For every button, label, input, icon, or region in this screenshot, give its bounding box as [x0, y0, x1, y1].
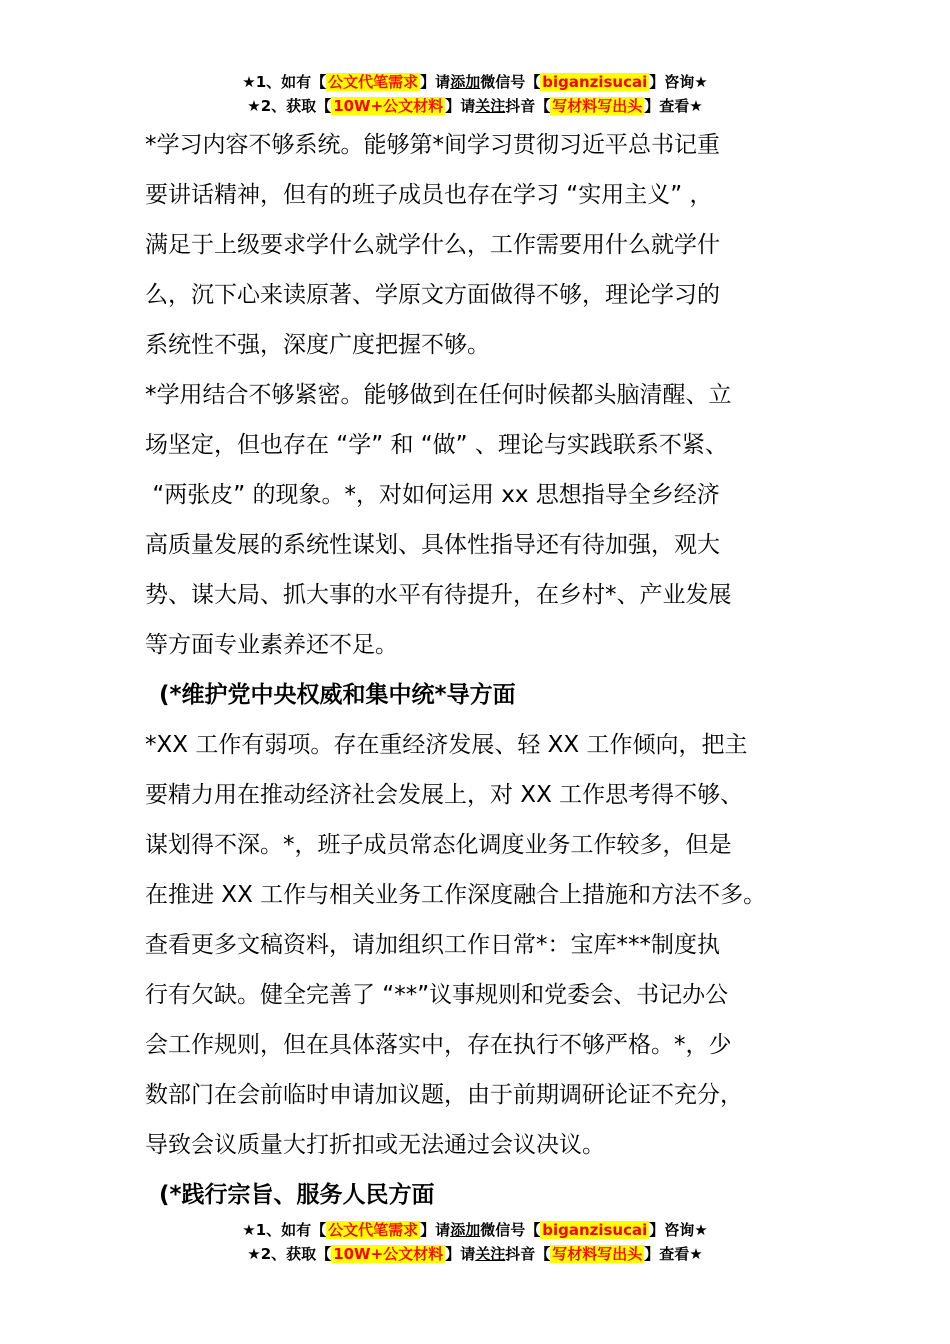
body-line: *XX 工作有弱项。存在重经济发展、轻 XX 工作倾向，把主 — [145, 732, 748, 758]
body-line: 在推进 XX 工作与相关业务工作深度融合上措施和方法不多。 — [145, 882, 767, 908]
banner-text: 】请 — [445, 1245, 476, 1263]
header-banner — [0, 70, 950, 118]
body-line: “两张皮” 的现象。*，对如何运用 xx 思想指导全乡经济 — [145, 482, 720, 508]
banner-text: 】请 — [420, 1221, 451, 1239]
banner-highlight: biganzisucai — [542, 73, 648, 91]
body-line: *学用结合不够紧密。能够做到在任何时候都头脑清醒、立 — [145, 382, 732, 408]
body-line: 谋划得不深。*，班子成员常态化调度业务工作较多，但是 — [145, 832, 732, 858]
body-line: 要精力用在推动经济社会发展上，对 XX 工作思考得不够、 — [145, 782, 744, 808]
banner-highlight: 公文代笔需求 — [328, 73, 419, 91]
banner-highlight: 写材料写出头 — [552, 97, 643, 115]
banner-text: 微信号【 — [480, 1221, 541, 1239]
banner-line-2 — [0, 1242, 950, 1266]
body-line: 行有欠缺。健全完善了 “**”议事规则和党委会、书记办公 — [145, 982, 729, 1008]
body-line: 场坚定，但也存在 “学” 和 “做” 、理论与实践联系不紧、 — [145, 432, 728, 458]
body-line: 系统性不强，深度广度把握不够。 — [145, 332, 490, 358]
banner-line-1 — [0, 1218, 950, 1242]
banner-underlined: 关注 — [475, 1245, 506, 1263]
banner-line-1 — [0, 70, 950, 94]
body-line: 势、谋大局、抓大事的水平有待提升，在乡村*、产业发展 — [145, 582, 732, 608]
banner-highlight: 10W+公文材料 — [333, 97, 444, 115]
banner-highlight: 10W+公文材料 — [333, 1245, 444, 1263]
banner-line-2 — [0, 94, 950, 118]
section-heading: (*维护党中央权威和集中统*导方面 — [159, 682, 516, 708]
banner-text: 】咨询★ — [649, 1221, 708, 1239]
banner-text: ★1、如有【 — [242, 73, 327, 91]
banner-text: 】查看★ — [644, 97, 703, 115]
document-body — [145, 120, 825, 1220]
body-line: *学习内容不够系统。能够第*间学习贯彻习近平总书记重 — [145, 132, 720, 158]
body-line: 高质量发展的系统性谋划、具体性指导还有待加强，观大 — [145, 532, 720, 558]
body-line: 导致会议质量大打折扣或无法通过会议决议。 — [145, 1132, 605, 1158]
banner-text: 】请 — [420, 73, 451, 91]
body-line: 么，沉下心来读原著、学原文方面做得不够，理论学习的 — [145, 282, 720, 308]
banner-highlight: 公文代笔需求 — [328, 1221, 419, 1239]
banner-highlight: 写材料写出头 — [552, 1245, 643, 1263]
banner-text: 微信号【 — [480, 73, 541, 91]
banner-text: 】查看★ — [644, 1245, 703, 1263]
banner-highlight: biganzisucai — [542, 1221, 648, 1239]
banner-text: 】请 — [445, 97, 476, 115]
section-heading: (*践行宗旨、服务人民方面 — [159, 1182, 435, 1208]
banner-text: 】咨询★ — [649, 73, 708, 91]
banner-text: ★2、获取【 — [247, 97, 332, 115]
body-line: 等方面专业素养还不足。 — [145, 632, 398, 658]
banner-underlined: 关注 — [475, 97, 506, 115]
body-line: 会工作规则，但在具体落实中，存在执行不够严格。*，少 — [145, 1032, 732, 1058]
footer-banner — [0, 1218, 950, 1266]
body-line: 要讲话精神，但有的班子成员也存在学习 “实用主义” ， — [145, 182, 713, 208]
body-line: 数部门在会前临时申请加议题，由于前期调研论证不充分， — [145, 1082, 743, 1108]
banner-text: 抖音【 — [505, 1245, 551, 1263]
banner-underlined: 添加 — [450, 73, 481, 91]
banner-text: 抖音【 — [505, 97, 551, 115]
banner-text: ★2、获取【 — [247, 1245, 332, 1263]
body-line: 查看更多文稿资料，请加组织工作日常*：宝库***制度执 — [145, 932, 720, 958]
banner-text: ★1、如有【 — [242, 1221, 327, 1239]
banner-underlined: 添加 — [450, 1221, 481, 1239]
body-line: 满足于上级要求学什么就学什么，工作需要用什么就学什 — [145, 232, 720, 258]
